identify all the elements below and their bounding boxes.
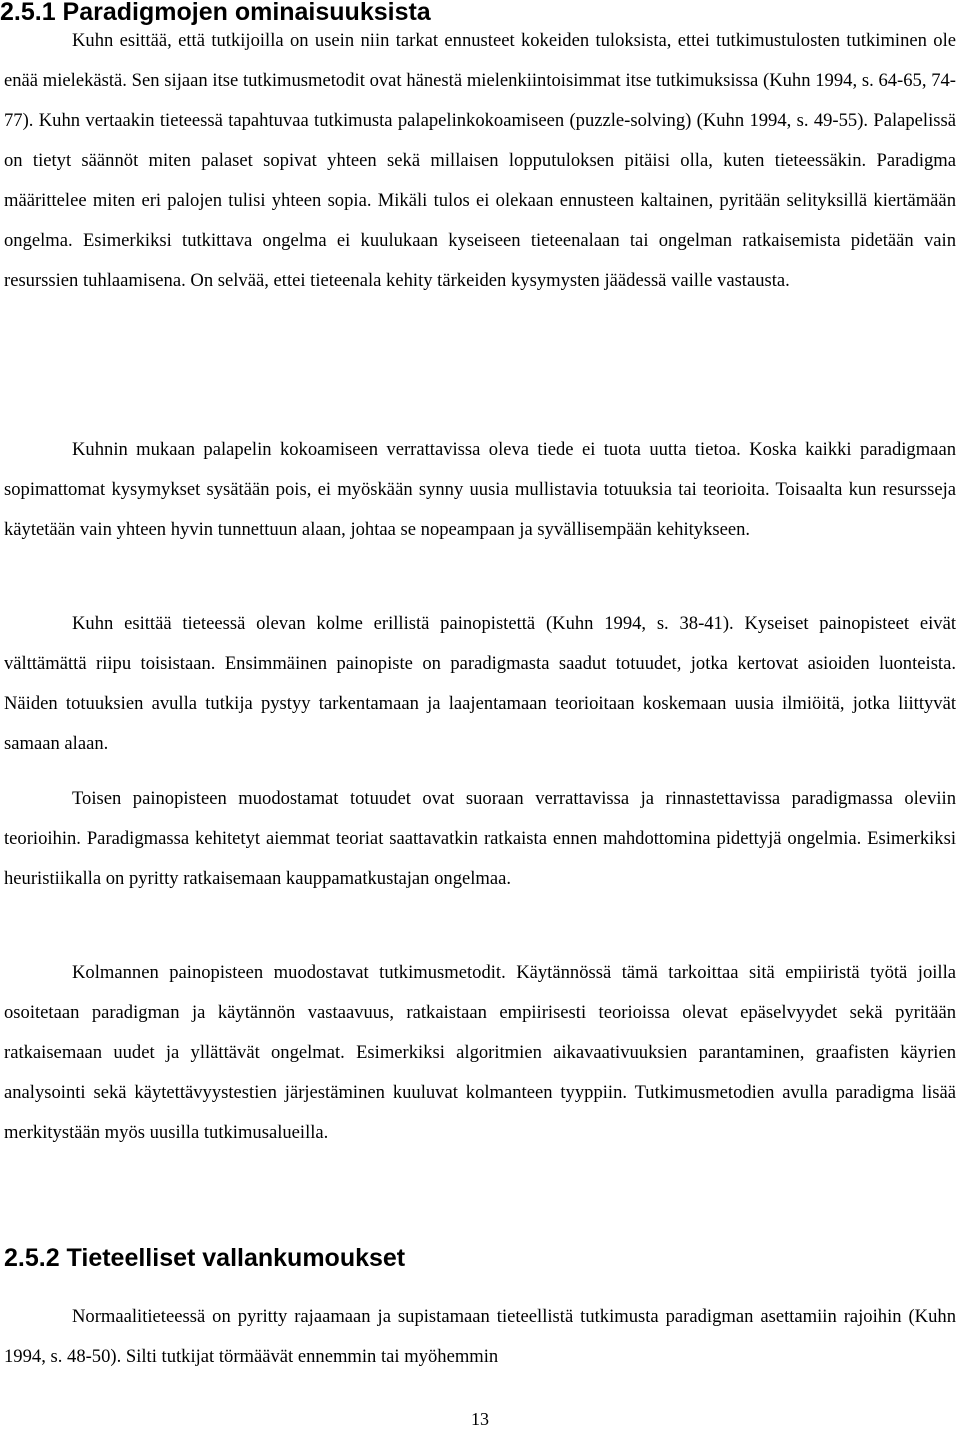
paragraph: Kolmannen painopisteen muodostavat tutkimusmetodit. Käytännössä tämä tarkoittaa sitä empiiristä työtä joilla osoitetaan paradigman ja käytännön vastaavuus, ratkaistaan empiirisesti teorioissa olevat epäselvyydet sekä pyritään ratkaisemaan uudet ja yllättävät ongelmat. Esimerkiksi algoritmien aikavaativuuksien parantaminen, graafisten käyrien analysointi sekä käytettävyystestien järjestäminen kuuluvat kolmanteen tyyppiin. Tutkimusmetodien avulla paradigma lisää merkitystään myös uusilla tutkimusalueilla. bbox=[4, 962, 956, 1143]
section-heading-scientific-revolutions: 2.5.2 Tieteelliset vallankumoukset bbox=[4, 1244, 406, 1272]
page-number: 13 bbox=[471, 1409, 489, 1429]
paragraph: Kuhnin mukaan palapelin kokoamiseen verrattavissa oleva tiede ei tuota uutta tietoa. Koska kaikki paradigmaan sopimattomat kysymykset sysätään pois, ei myöskään synny uusia mullistavia totuuksia tai teorioita. Toisaalta kun resursseja käytetään vain yhteen hyvin tunnettuun alaan, johtaa se nopeampaan ja syvällisempään kehitykseen. bbox=[4, 439, 956, 540]
paragraph: Normaalitieteessä on pyritty rajaamaan ja supistamaan tieteellistä tutkimusta paradigman asettamiin rajoihin (Kuhn 1994, s. 48-50). Silti tutkijat törmäävät ennemmin tai myöhemmin bbox=[4, 1306, 956, 1367]
paragraph: Kuhn esittää tieteessä olevan kolme erillistä painopistettä (Kuhn 1994, s. 38-41). Kyseiset painopisteet eivät välttämättä riipu toisistaan. Ensimmäinen painopiste on paradigmasta saadut totuudet, jotka kertovat asioiden luonteista. Näiden totuuksien avulla tutkija pystyy tarkentamaan ja laajentamaan teorioitaan koskemaan uusia ilmiöitä, jotka liittyvät samaan alaan. bbox=[4, 613, 956, 754]
paragraph: Kuhn esittää, että tutkijoilla on usein niin tarkat ennusteet kokeiden tuloksista, ettei tutkimustulosten tutkiminen ole enää mielekästä. Sen sijaan itse tutkimusmetodit ovat hänestä mielenkiintoisimmat itse tutkimuksissa (Kuhn 1994, s. 64-65, 74-77). Kuhn vertaakin tieteessä tapahtuvaa tutkimusta palapelinkokoamiseen (puzzle-solving) (Kuhn 1994, s. 49-55). Palapelissä on tietyt säännöt miten palaset sopivat yhteen sekä millaisen lopputuloksen pitäisi olla, kuten tieteessäkin. Paradigma määrittelee miten eri palojen tulisi yhteen sopia. Mikäli tulos ei olekaan ennusteen kaltainen, pyritään selityksillä kiertämään ongelma. Esimerkiksi tutkittava ongelma ei kuulukaan kyseiseen tieteenalaan tai ongelman ratkaisemista pidetään vain resurssien tuhlaamisena. On selvää, ettei tieteenala kehity tärkeiden kysymysten jäädessä vaille vastausta. bbox=[4, 30, 956, 291]
section-heading-paradigm-properties: 2.5.1 Paradigmojen ominaisuuksista bbox=[0, 0, 431, 26]
paragraph: Toisen painopisteen muodostamat totuudet ovat suoraan verrattavissa ja rinnastettavissa paradigmassa oleviin teorioihin. Paradigmassa kehitetyt aiemmat teoriat saattavatkin ratkaista ennen mahdottomina pidettyjä ongelmia. Esimerkiksi heuristiikalla on pyritty ratkaisemaan kauppamatkustajan ongelmaa. bbox=[4, 788, 956, 889]
